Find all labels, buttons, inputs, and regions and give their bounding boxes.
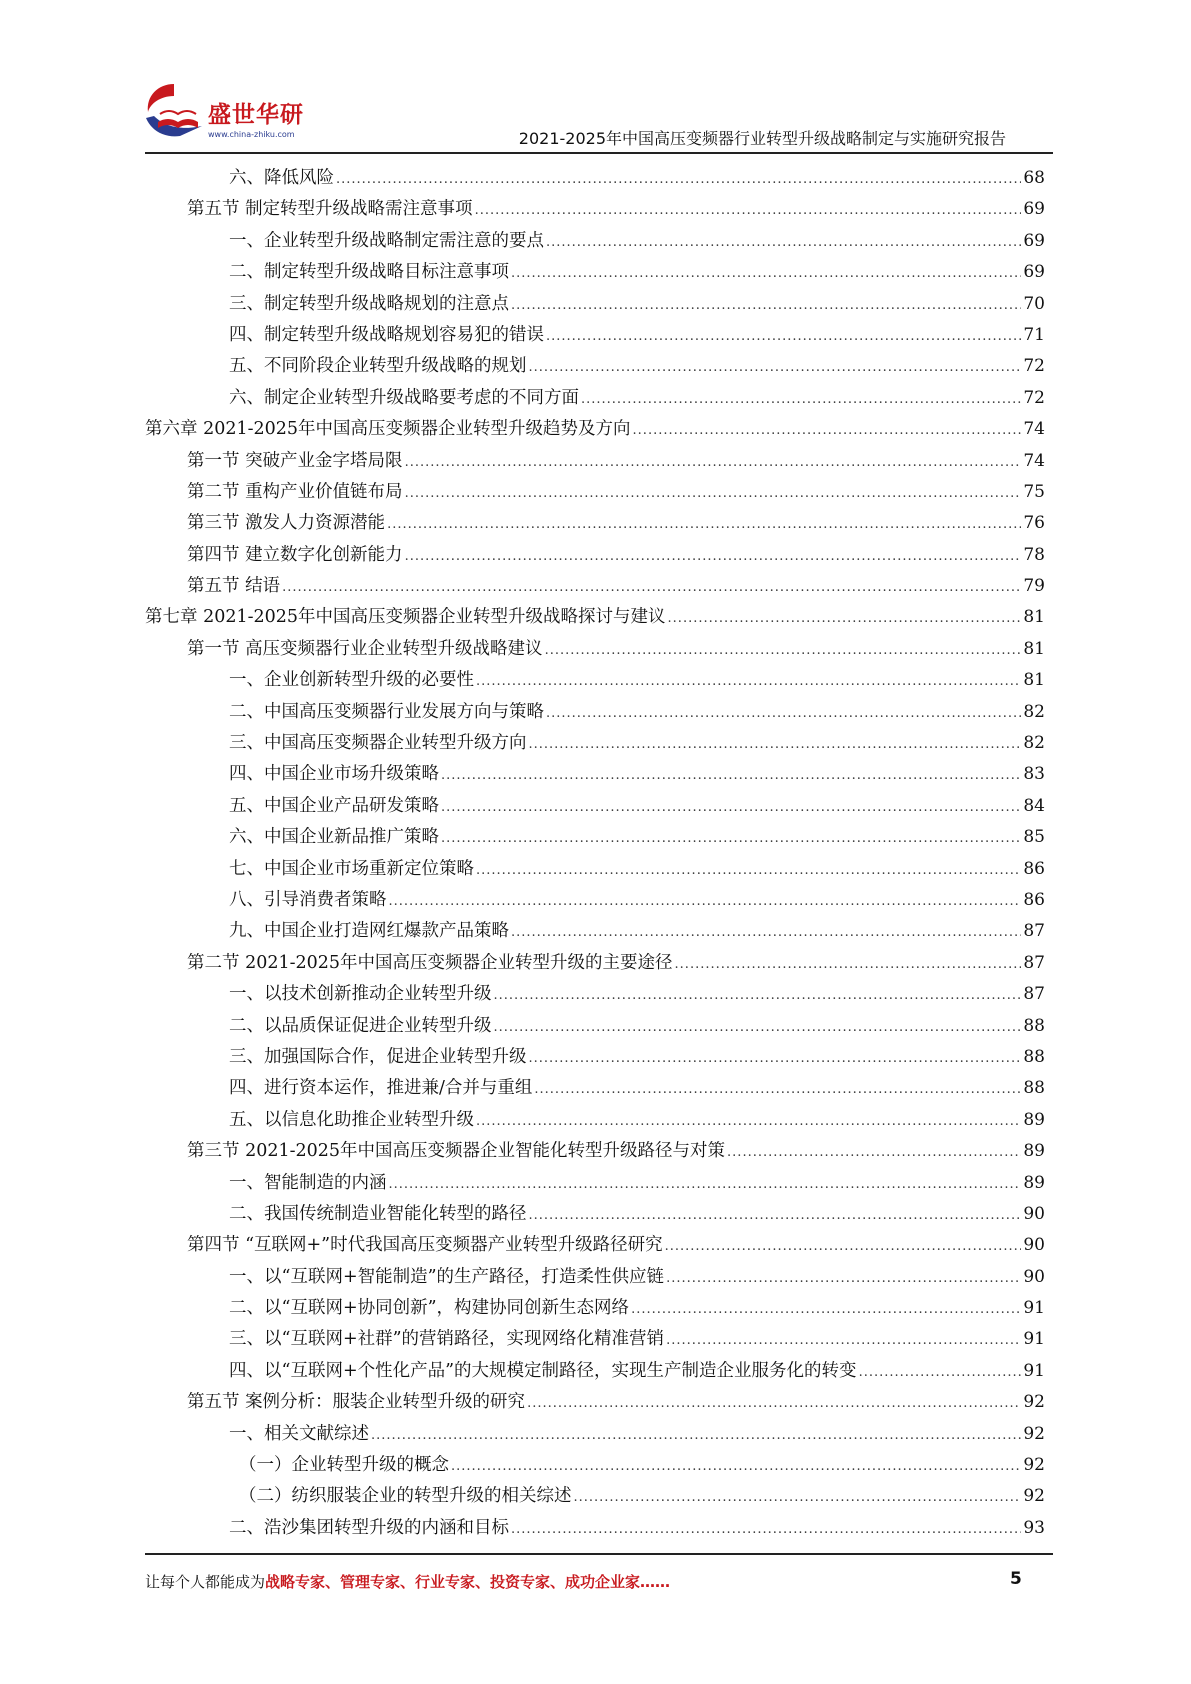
toc-entry[interactable]	[145, 477, 1045, 508]
toc-entry[interactable]	[145, 540, 1045, 571]
toc-entry[interactable]	[145, 414, 1045, 445]
toc-entry-page: 87	[1023, 984, 1045, 1005]
toc-leader-dots	[529, 729, 1022, 760]
toc-leader-dots	[494, 980, 1022, 1011]
toc-leader-dots	[476, 666, 1021, 697]
toc-entry-title: 第三节 激发人力资源潜能	[187, 513, 386, 534]
toc-entry-page: 90	[1023, 1203, 1045, 1224]
toc-leader-dots	[389, 886, 1022, 917]
toc-leader-dots	[534, 1074, 1021, 1105]
toc-entry[interactable]	[145, 854, 1045, 885]
toc-entry-page: 82	[1023, 701, 1045, 722]
toc-leader-dots	[405, 447, 1022, 478]
toc-entry-title: 二、以品质保证促进企业转型升级	[229, 1015, 492, 1036]
toc-entry-title: 第四节 “互联网+”时代我国高压变频器产业转型升级路径研究	[187, 1235, 663, 1256]
toc-entry[interactable]	[145, 289, 1045, 320]
toc-entry-title: 四、进行资本运作，推进兼/合并与重组	[229, 1078, 533, 1099]
toc-entry-page: 88	[1023, 1078, 1045, 1099]
toc-leader-dots	[511, 290, 1021, 321]
toc-leader-dots	[441, 823, 1021, 854]
toc-entry-page: 87	[1023, 921, 1045, 942]
report-title: 2021-2025年中国高压变频器行业转型升级战略制定与实施研究报告	[518, 129, 1006, 148]
toc-entry-title: 九、中国企业打造网红爆款产品策略	[229, 921, 509, 942]
page-number: 5	[1010, 1569, 1022, 1589]
toc-entry-page: 88	[1023, 1015, 1045, 1036]
toc-entry-page: 76	[1023, 513, 1045, 534]
toc-entry-title: 八、引导消费者策略	[229, 889, 387, 910]
toc-leader-dots	[405, 541, 1022, 572]
toc-entry-title: 第二节 2021-2025年中国高压变频器企业转型升级的主要途径	[187, 952, 673, 973]
toc-entry-page: 81	[1023, 607, 1045, 628]
toc-leader-dots	[666, 1325, 1021, 1356]
toc-leader-dots	[389, 1169, 1022, 1200]
toc-entry-page: 69	[1023, 199, 1045, 220]
toc-entry[interactable]	[145, 1262, 1045, 1293]
toc-leader-dots	[859, 1357, 1022, 1388]
logo-name: 盛世华研	[208, 102, 304, 128]
toc-entry-title: 二、制定转型升级战略目标注意事项	[229, 262, 509, 283]
toc-leader-dots	[666, 1263, 1021, 1294]
toc-entry[interactable]	[145, 446, 1045, 477]
toc-entry-title: 二、我国传统制造业智能化转型的路径	[229, 1203, 527, 1224]
toc-entry-page: 88	[1023, 1046, 1045, 1067]
toc-entry-title: 第一节 突破产业金字塔局限	[187, 450, 403, 471]
toc-leader-dots	[546, 698, 1021, 729]
toc-entry-page: 86	[1023, 889, 1045, 910]
toc-entry[interactable]	[145, 979, 1045, 1010]
toc-entry-title: 二、浩沙集团转型升级的内涵和目标	[229, 1517, 509, 1538]
toc-leader-dots	[511, 917, 1021, 948]
toc-entry-page: 72	[1023, 387, 1045, 408]
toc-entry-page: 72	[1023, 356, 1045, 377]
footer-divider	[145, 1553, 1053, 1555]
toc-leader-dots	[527, 1388, 1021, 1419]
toc-entry-page: 81	[1023, 670, 1045, 691]
toc-entry[interactable]	[145, 351, 1045, 382]
toc-entry-title: 一、以“互联网+智能制造”的生产路径，打造柔性供应链	[229, 1266, 665, 1287]
toc-leader-dots	[387, 509, 1021, 540]
toc-leader-dots	[282, 572, 1021, 603]
toc-entry-title: 一、企业创新转型升级的必要性	[229, 670, 474, 691]
toc-entry-page: 87	[1023, 952, 1045, 973]
toc-entry-title: 七、中国企业市场重新定位策略	[229, 858, 474, 879]
toc-entry-page: 81	[1023, 638, 1045, 659]
logo-url: www.china-zhiku.com	[208, 130, 295, 139]
toc-entry[interactable]	[145, 822, 1045, 853]
toc-entry-title: 三、以“互联网+社群”的营销路径，实现网络化精准营销	[229, 1329, 665, 1350]
toc-entry[interactable]	[145, 383, 1045, 414]
toc-entry-title: 六、制定企业转型升级战略要考虑的不同方面	[229, 387, 579, 408]
toc-entry-title: 五、以信息化助推企业转型升级	[229, 1109, 474, 1130]
toc-entry-title: 第五节 结语	[187, 576, 281, 597]
toc-entry[interactable]	[145, 728, 1045, 759]
toc-leader-dots	[476, 855, 1021, 886]
toc-leader-dots	[336, 164, 1021, 195]
toc-entry-title: 一、以技术创新推动企业转型升级	[229, 984, 492, 1005]
toc-entry-title: 一、企业转型升级战略制定需注意的要点	[229, 230, 544, 251]
toc-entry[interactable]	[145, 194, 1045, 225]
toc-entry-page: 69	[1023, 262, 1045, 283]
toc-leader-dots	[631, 1294, 1021, 1325]
toc-entry[interactable]	[145, 1513, 1045, 1544]
toc-entry-page: 92	[1023, 1423, 1045, 1444]
toc-entry-page: 86	[1023, 858, 1045, 879]
toc-entry-page: 91	[1023, 1329, 1045, 1350]
toc-entry-title: 三、中国高压变频器企业转型升级方向	[229, 733, 527, 754]
toc-entry[interactable]	[145, 885, 1045, 916]
toc-entry-page: 92	[1023, 1392, 1045, 1413]
toc-leader-dots	[529, 1043, 1022, 1074]
toc-leader-dots	[675, 949, 1022, 980]
toc-entry[interactable]	[145, 916, 1045, 947]
toc-entry-page: 92	[1023, 1455, 1045, 1476]
toc-entry[interactable]	[145, 1136, 1045, 1167]
toc-entry-page: 68	[1023, 168, 1045, 188]
toc-leader-dots	[574, 1482, 1022, 1513]
toc-entry-title: 五、中国企业产品研发策略	[229, 795, 439, 816]
toc-entry-title: 六、降低风险	[229, 168, 334, 188]
toc-entry[interactable]	[145, 1293, 1045, 1324]
toc-entry-page: 75	[1023, 481, 1045, 502]
toc-entry-page: 90	[1023, 1235, 1045, 1256]
toc-entry-page: 70	[1023, 293, 1045, 314]
toc-leader-dots	[371, 1420, 1021, 1451]
toc-entry-title: （二）纺织服装企业的转型升级的相关综述	[239, 1486, 572, 1507]
toc-entry[interactable]	[145, 163, 1045, 194]
toc-leader-dots	[511, 258, 1021, 289]
toc-entry[interactable]	[145, 1105, 1045, 1136]
toc-entry-page: 89	[1023, 1172, 1045, 1193]
toc-entry-title: 三、制定转型升级战略规划的注意点	[229, 293, 509, 314]
toc-entry[interactable]	[145, 665, 1045, 696]
toc-entry-page: 90	[1023, 1266, 1045, 1287]
toc-entry-title: 二、中国高压变频器行业发展方向与策略	[229, 701, 544, 722]
toc-entry-title: 六、中国企业新品推广策略	[229, 827, 439, 848]
toc-entry-title: 第一节 高压变频器行业企业转型升级战略建议	[187, 638, 543, 659]
toc-entry[interactable]	[145, 257, 1045, 288]
toc-entry[interactable]	[145, 1168, 1045, 1199]
footer-highlight: 战略专家、管理专家、行业专家、投资专家、成功企业家……	[265, 1573, 671, 1591]
toc-entry-title: 第三节 2021-2025年中国高压变频器企业智能化转型升级路径与对策	[187, 1141, 726, 1162]
toc-leader-dots	[546, 227, 1021, 258]
toc-entry-title: 第五节 制定转型升级战略需注意事项	[187, 199, 473, 220]
toc-entry[interactable]	[145, 791, 1045, 822]
toc-leader-dots	[405, 478, 1022, 509]
toc-entry-page: 79	[1023, 576, 1045, 597]
toc-leader-dots	[581, 384, 1021, 415]
toc-leader-dots	[441, 760, 1021, 791]
toc-entry-page: 82	[1023, 733, 1045, 754]
toc-entry[interactable]	[145, 1073, 1045, 1104]
toc-entry-page: 74	[1023, 450, 1045, 471]
table-of-contents	[145, 163, 1045, 1544]
toc-entry[interactable]	[145, 697, 1045, 728]
toc-entry-page: 71	[1023, 324, 1045, 345]
toc-leader-dots	[665, 1231, 1022, 1262]
toc-entry[interactable]	[145, 1481, 1045, 1512]
toc-entry[interactable]	[145, 320, 1045, 351]
toc-leader-dots	[494, 1012, 1022, 1043]
toc-entry-title: 第五节 案例分析：服装企业转型升级的研究	[187, 1392, 526, 1413]
toc-entry-page: 91	[1023, 1360, 1045, 1381]
toc-entry-page: 85	[1023, 827, 1045, 848]
page-header	[0, 0, 1191, 150]
toc-entry[interactable]	[145, 759, 1045, 790]
toc-leader-dots	[476, 1106, 1021, 1137]
toc-entry-page: 69	[1023, 230, 1045, 251]
toc-entry-title: 四、制定转型升级战略规划容易犯的错误	[229, 324, 544, 345]
toc-entry-title: 四、中国企业市场升级策略	[229, 764, 439, 785]
toc-entry-page: 91	[1023, 1298, 1045, 1319]
toc-entry-title: 第四节 建立数字化创新能力	[187, 544, 403, 565]
toc-leader-dots	[727, 1137, 1021, 1168]
toc-entry-page: 89	[1023, 1109, 1045, 1130]
toc-entry-title: 一、智能制造的内涵	[229, 1172, 387, 1193]
toc-entry-page: 78	[1023, 544, 1045, 565]
footer-prefix: 让每个人都能成为	[145, 1573, 266, 1591]
toc-leader-dots	[545, 635, 1022, 666]
toc-entry[interactable]	[145, 602, 1045, 633]
toc-entry-title: 二、以“互联网+协同创新”，构建协同创新生态网络	[229, 1298, 630, 1319]
toc-leader-dots	[546, 321, 1021, 352]
toc-entry-title: 第七章 2021-2025年中国高压变频器企业转型升级战略探讨与建议	[145, 607, 666, 628]
toc-entry-page: 92	[1023, 1486, 1045, 1507]
toc-entry-title: 五、不同阶段企业转型升级战略的规划	[229, 356, 527, 377]
footer-slogan	[145, 1571, 670, 1592]
toc-entry[interactable]	[145, 508, 1045, 539]
toc-leader-dots	[668, 603, 1022, 634]
toc-entry[interactable]	[145, 1199, 1045, 1230]
toc-entry[interactable]	[145, 1450, 1045, 1481]
toc-entry-title: 四、以“互联网+个性化产品”的大规模定制路径，实现生产制造企业服务化的转变	[229, 1360, 857, 1381]
toc-entry[interactable]	[145, 1324, 1045, 1355]
toc-entry-title: 一、相关文献综述	[229, 1423, 369, 1444]
toc-entry[interactable]	[145, 634, 1045, 665]
toc-entry[interactable]	[145, 948, 1045, 979]
toc-leader-dots	[475, 195, 1022, 226]
toc-leader-dots	[529, 1200, 1022, 1231]
toc-leader-dots	[511, 1514, 1021, 1545]
toc-entry-page: 83	[1023, 764, 1045, 785]
toc-entry[interactable]	[145, 571, 1045, 602]
toc-entry-title: 第二节 重构产业价值链布局	[187, 481, 403, 502]
toc-entry-title: 第六章 2021-2025年中国高压变频器企业转型升级趋势及方向	[145, 419, 631, 440]
toc-entry-title: 三、加强国际合作，促进企业转型升级	[229, 1046, 527, 1067]
toc-leader-dots	[441, 792, 1021, 823]
toc-entry[interactable]	[145, 1042, 1045, 1073]
toc-entry[interactable]	[145, 226, 1045, 257]
toc-entry[interactable]	[145, 1356, 1045, 1387]
header-divider	[145, 152, 1053, 154]
toc-leader-dots	[633, 415, 1022, 446]
toc-entry-page: 74	[1023, 419, 1045, 440]
toc-leader-dots	[451, 1451, 1021, 1482]
toc-entry-page: 84	[1023, 795, 1045, 816]
toc-entry[interactable]	[145, 1230, 1045, 1261]
toc-entry[interactable]	[145, 1387, 1045, 1418]
toc-entry[interactable]	[145, 1419, 1045, 1450]
toc-leader-dots	[529, 352, 1022, 383]
toc-entry-page: 89	[1023, 1141, 1045, 1162]
toc-entry[interactable]	[145, 1011, 1045, 1042]
toc-entry-page: 93	[1023, 1517, 1045, 1538]
toc-entry-title: （一）企业转型升级的概念	[239, 1455, 449, 1476]
